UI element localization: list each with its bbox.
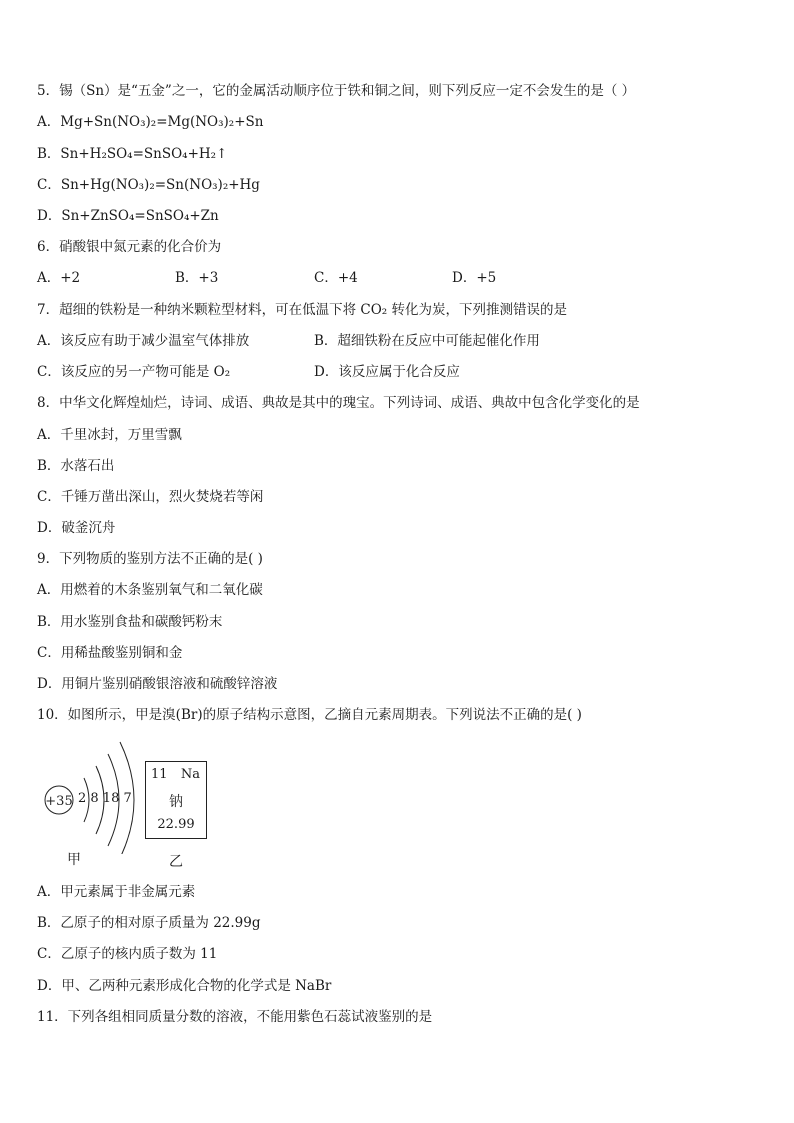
- question-6-option-c: C．+4: [314, 270, 358, 286]
- question-8-option-c: C．千锤万凿出深山，烈火焚烧若等闲: [37, 489, 264, 505]
- atomic-mass: 22.99: [157, 817, 195, 832]
- question-8-option-a: A．千里冰封，万里雪飘: [37, 427, 182, 443]
- question-5-option-c: C．Sn+Hg(NO₃)₂=Sn(NO₃)₂+Hg: [37, 177, 260, 193]
- question-10-figure: [40, 734, 240, 874]
- question-6-option-d: D．+5: [452, 270, 497, 286]
- question-7-option-d: D．该反应属于化合反应: [314, 364, 460, 380]
- figure-label-jia: 甲: [67, 852, 81, 868]
- question-5-option-d: D．Sn+ZnSO₄=SnSO₄+Zn: [37, 208, 219, 224]
- question-9-option-c: C．用稀盐酸鉴别铜和金: [37, 645, 183, 661]
- question-10-option-a: A．甲元素属于非金属元素: [37, 884, 196, 900]
- question-9-stem: 9．下列物质的鉴别方法不正确的是( ): [37, 551, 263, 567]
- question-6-option-a: A．+2: [37, 270, 81, 286]
- question-10-stem: 10．如图所示，甲是溴(Br)的原子结构示意图，乙摘自元素周期表。下列说法不正确的是( ): [37, 707, 582, 723]
- question-5-stem: 5．锡（Sn）是“五金”之一，它的金属活动顺序位于铁和铜之间，则下列反应一定不会发生的是（ ）: [37, 83, 636, 99]
- question-6-option-b: B．+3: [175, 270, 219, 286]
- nucleus-charge: +35: [45, 794, 73, 809]
- periodic-table-cell-sodium: [145, 761, 207, 839]
- question-6-stem: 6．硝酸银中氮元素的化合价为: [37, 239, 222, 255]
- question-5-option-b: B．Sn+H₂SO₄=SnSO₄+H₂↑: [37, 146, 228, 162]
- electron-shell-counts: 2 8 18 7: [78, 791, 132, 806]
- question-11-stem: 11．下列各组相同质量分数的溶液，不能用紫色石蕊试液鉴别的是: [37, 1009, 433, 1025]
- question-10-option-d: D．甲、乙两种元素形成化合物的化学式是 NaBr: [37, 978, 332, 994]
- question-5-option-a: A．Mg+Sn(NO₃)₂=Mg(NO₃)₂+Sn: [37, 114, 264, 130]
- question-8-stem: 8．中华文化辉煌灿烂，诗词、成语、典故是其中的瑰宝。下列诗词、成语、典故中包含化学变化的是: [37, 395, 640, 411]
- atomic-number: 11: [151, 767, 168, 782]
- question-8-option-d: D．破釜沉舟: [37, 520, 116, 536]
- question-7-stem: 7．超细的铁粉是一种纳米颗粒型材料，可在低温下将 CO₂ 转化为炭，下列推测错误的是: [37, 302, 567, 318]
- element-name: 钠: [169, 794, 183, 810]
- question-9-option-d: D．用铜片鉴别硝酸银溶液和硫酸锌溶液: [37, 676, 278, 692]
- figure-label-yi: 乙: [169, 854, 183, 870]
- question-10-option-c: C．乙原子的核内质子数为 11: [37, 946, 218, 962]
- question-9-option-b: B．用水鉴别食盐和碳酸钙粉末: [37, 614, 223, 630]
- question-9-option-a: A．用燃着的木条鉴别氧气和二氧化碳: [37, 582, 263, 598]
- question-7-option-a: A．该反应有助于减少温室气体排放: [37, 333, 250, 349]
- question-10-option-b: B．乙原子的相对原子质量为 22.99g: [37, 915, 261, 931]
- question-7-option-c: C．该反应的另一产物可能是 O₂: [37, 364, 231, 380]
- element-symbol: Na: [180, 767, 200, 782]
- question-7-option-b: B．超细铁粉在反应中可能起催化作用: [314, 333, 540, 349]
- question-8-option-b: B．水落石出: [37, 458, 115, 474]
